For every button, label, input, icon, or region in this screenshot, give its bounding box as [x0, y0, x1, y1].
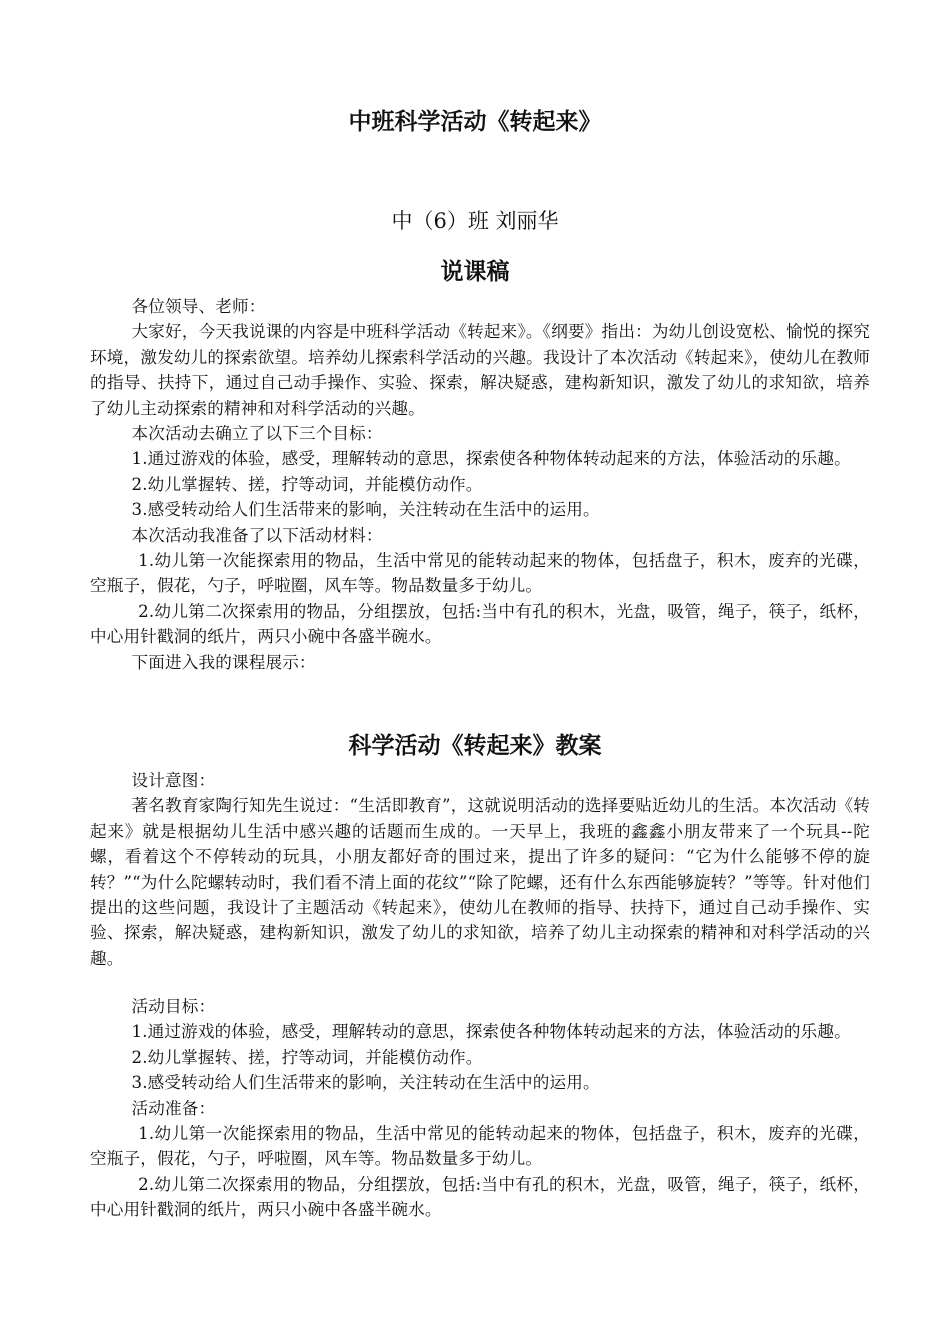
paragraph: 1.幼儿第一次能探索用的物品，生活中常见的能转动起来的物体，包括盘子，积木，废弃的光碟，空瓶子，假花，勺子，呼啦圈，风车等。物品数量多于幼儿。 [90, 551, 870, 596]
paragraph: 1.通过游戏的体验，感受，理解转动的意思，探索使各种物体转动起来的方法，体验活动的乐趣。 [131, 449, 851, 469]
paragraph: 2.幼儿掌握转、搓，拧等动词，并能模仿动作。 [131, 474, 483, 494]
document-title: 中班科学活动《转起来》 [348, 109, 602, 135]
paragraph: 本次活动我准备了以下活动材料： [131, 525, 383, 545]
section-title-lecture: 说课稿 [440, 259, 510, 285]
author-line: 中（6）班 刘丽华 [391, 209, 559, 233]
paragraph: 3.感受转动给人们生活带来的影响，关注转动在生活中的运用。 [131, 1073, 600, 1093]
paragraph: 设计意图： [131, 771, 216, 790]
paragraph: 活动准备： [131, 1098, 216, 1118]
paragraph: 各位领导、老师： [131, 297, 266, 316]
paragraph: 本次活动去确立了以下三个目标： [131, 424, 383, 444]
paragraph: 1.通过游戏的体验，感受，理解转动的意思，探索使各种物体转动起来的方法，体验活动的乐趣。 [131, 1022, 851, 1042]
paragraph: 2.幼儿掌握转、搓，拧等动词，并能模仿动作。 [131, 1047, 483, 1067]
section-title-lesson-plan: 科学活动《转起来》教案 [348, 733, 602, 759]
paragraph: 2.幼儿第二次探索用的物品，分组摆放，包括:当中有孔的积木，光盘，吸管，绳子，筷子，纸杯，中心用针戳洞的纸片，两只小碗中各盛半碗水。 [90, 1174, 870, 1220]
paragraph: 活动目标： [131, 997, 216, 1016]
paragraph: 1.幼儿第一次能探索用的物品，生活中常见的能转动起来的物体，包括盘子，积木，废弃的光碟，空瓶子，假花，勺子，呼啦圈，风车等。物品数量多于幼儿。 [90, 1124, 870, 1169]
objectives-body [90, 994, 870, 1223]
design-intent-body [90, 768, 870, 971]
paragraph: 著名教育家陶行知先生说过：“生活即教育”，这就说明活动的选择要贴近幼儿的生活。本次活动《转起来》就是根据幼儿生活中感兴趣的话题而生成的。一天早上，我班的鑫鑫小朋友带来了一个玩具--陀螺，看着这个不停转动的玩具，小朋友都好奇的围过来，提出了许多的疑问：“它为什么能够不停的旋转？”“为什么陀螺转动时，我们看不清上面的花纹”“除了陀螺，还有什么东西能够旋转？”等等。针对他们提出的这些问题，我设计了主题活动《转起来》，使幼儿在教师的指导、扶持下，通过自己动手操作、实验、探索，解决疑惑，建构新知识，激发了幼儿的求知欲，培养了幼儿主动探索的精神和对科学活动的兴趣。 [90, 796, 870, 968]
paragraph: 2.幼儿第二次探索用的物品，分组摆放，包括:当中有孔的积木，光盘，吸管，绳子，筷子，纸杯，中心用针戳洞的纸片，两只小碗中各盛半碗水。 [90, 601, 870, 647]
lecture-body [90, 294, 870, 675]
paragraph: 下面进入我的课程展示： [131, 652, 316, 672]
paragraph: 3.感受转动给人们生活带来的影响，关注转动在生活中的运用。 [131, 500, 600, 520]
paragraph: 大家好，今天我说课的内容是中班科学活动《转起来》。《纲要》指出：为幼儿创设宽松、愉悦的探究环境，激发幼儿的探索欲望。培养幼儿探索科学活动的兴趣。我设计了本次活动《转起来》，使幼儿在教师的指导、扶持下，通过自己动手操作、实验、探索，解决疑惑，建构新知识，激发了幼儿的求知欲，培养了幼儿主动探索的精神和对科学活动的兴趣。 [90, 322, 870, 418]
